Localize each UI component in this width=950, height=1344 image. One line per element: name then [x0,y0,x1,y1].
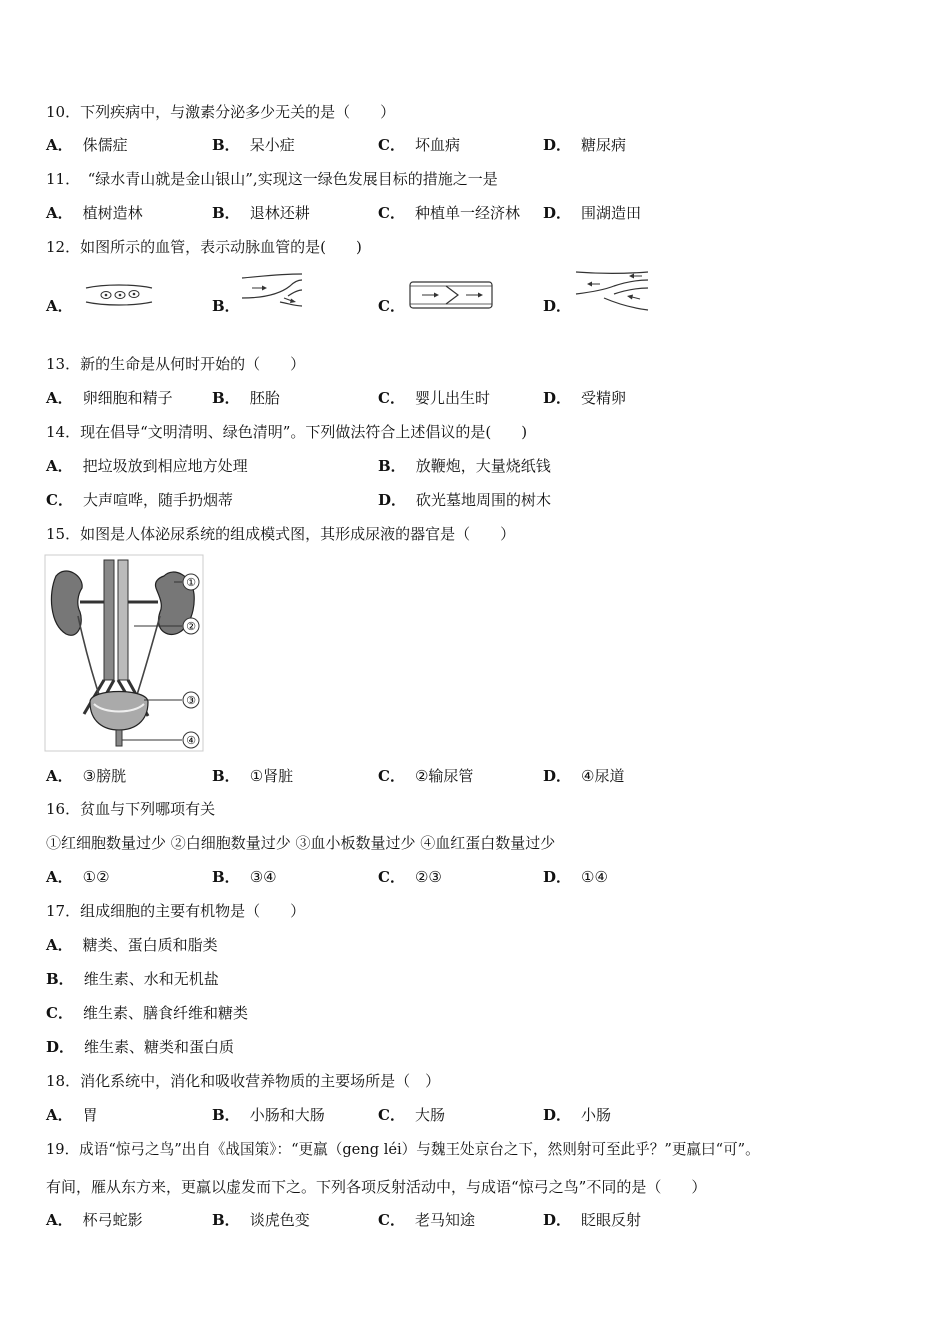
option-text: 胚胎 [249,389,280,407]
option-text: 呆小症 [249,136,295,154]
q11-option-a[interactable] [46,203,143,223]
option-label: C． [378,1106,405,1124]
q10-stem: 10．下列疾病中，与激素分泌多少无关的是（ ） [46,103,396,121]
q15-option-d[interactable] [543,766,624,786]
option-text: 大声喧哗，随手扔烟蒂 [82,491,233,509]
vein-valve-figure [408,280,494,310]
q10-option-c[interactable] [378,135,460,155]
option-label: C． [378,868,405,886]
q15-option-c[interactable] [378,766,473,786]
q14-option-a[interactable] [46,456,248,476]
q16-option-c[interactable] [378,867,442,887]
option-text: 婴儿出生时 [414,389,490,407]
option-text: ③膀胱 [82,767,127,785]
option-text: 围湖造田 [581,204,642,222]
q18-option-a[interactable] [46,1105,98,1125]
option-label: C． [46,491,73,509]
q17-option-d[interactable] [46,1037,234,1057]
q14-option-d[interactable] [378,490,551,510]
option-text: ①④ [581,868,608,886]
option-label: D． [543,868,572,886]
capillary-figure [84,280,154,310]
option-label: C． [378,204,405,222]
option-text: 受精卵 [581,389,627,407]
option-text: 维生素、糖类和蛋白质 [84,1038,235,1056]
option-label: B． [212,204,240,222]
q15-stem: 15．如图是人体泌尿系统的组成模式图，其形成尿液的器官是（ ） [46,525,516,543]
option-label: C． [46,1004,73,1022]
option-label: A． [46,457,73,475]
option-text: 把垃圾放到相应地方处理 [82,457,248,475]
option-text: ②③ [414,868,442,886]
q12-stem: 12．如图所示的血管，表示动脉血管的是( ) [46,238,362,256]
q15-option-a[interactable] [46,766,126,786]
option-text: 维生素、水和无机盐 [83,970,219,988]
q12-option-a[interactable] [46,296,83,316]
option-label: B． [378,457,406,475]
option-label: D． [543,767,572,785]
q16-option-a[interactable] [46,867,110,887]
q13-stem: 13．新的生命是从何时开始的（ ） [46,355,306,373]
q19-option-b[interactable] [212,1210,310,1230]
option-label: B． [212,868,240,886]
option-label: C． [378,136,405,154]
option-label: A． [46,389,73,407]
option-label: C． [378,297,405,315]
option-text: 糖类、蛋白质和脂类 [82,936,218,954]
option-text: 维生素、膳食纤维和糖类 [82,1004,248,1022]
option-label: D． [543,204,572,222]
q17-stem: 17．组成细胞的主要有机物是（ ） [46,902,306,920]
figure-label-1: ① [186,576,196,589]
q13-option-b[interactable] [212,388,280,408]
option-label: B． [212,1106,240,1124]
option-text: ②输尿管 [414,767,474,785]
q19-option-d[interactable] [543,1210,641,1230]
option-text: 杯弓蛇影 [82,1211,143,1229]
option-label: D． [543,389,572,407]
option-text: 植树造林 [82,204,143,222]
figure-label-2: ② [186,620,196,633]
option-label: B． [212,767,240,785]
q14-option-c[interactable] [46,490,233,510]
q17-option-a[interactable] [46,935,218,955]
option-label: B． [212,136,240,154]
option-label: A． [46,767,73,785]
option-text: 卵细胞和精子 [82,389,173,407]
q17-option-b[interactable] [46,969,219,989]
q11-option-c[interactable] [378,203,520,223]
figure-label-3: ③ [186,694,196,707]
option-label: B． [46,970,74,988]
option-label: D． [378,491,407,509]
q18-option-c[interactable] [378,1105,445,1125]
q14-option-b[interactable] [378,456,551,476]
q16-option-b[interactable] [212,867,277,887]
converging-vessel-figure [572,268,652,314]
q11-option-d[interactable] [543,203,641,223]
option-label: B． [212,1211,240,1229]
option-label: D． [543,136,572,154]
option-label: D． [543,1211,572,1229]
q17-option-c[interactable] [46,1003,248,1023]
q14-stem: 14．现在倡导“文明清明、绿色清明”。下列做法符合上述倡议的是( ) [46,423,528,441]
q13-option-d[interactable] [543,388,626,408]
option-text: 眨眼反射 [581,1211,642,1229]
q19-stem: 19．成语“惊弓之鸟”出自《战国策》：“更羸（geng léi）与魏王处京台之下，然则射可至此乎？”更羸曰“可”。 [46,1141,760,1158]
q11-stem: 11． “绿水青山就是金山银山”,实现这一绿色发展目标的措施之一是 [46,170,498,188]
q18-option-b[interactable] [212,1105,325,1125]
q10-option-b[interactable] [212,135,295,155]
option-label: A． [46,1106,73,1124]
option-text: ①② [82,868,110,886]
option-label: A． [46,868,73,886]
option-text: 小肠和大肠 [249,1106,325,1124]
option-text: 胃 [82,1106,98,1124]
q13-option-a[interactable] [46,388,173,408]
q11-option-b[interactable] [212,203,310,223]
option-label: D． [543,1106,572,1124]
q19-option-a[interactable] [46,1210,143,1230]
option-text: 种植单一经济林 [414,204,520,222]
q19-stem-continued: 有间，雁从东方来，更羸以虚发而下之。下列各项反射活动中，与成语“惊弓之鸟”不同的是（ ） [46,1178,707,1196]
q13-option-c[interactable] [378,388,490,408]
q16-option-d[interactable] [543,867,608,887]
urinary-system-figure [44,554,204,752]
option-text: 侏儒症 [82,136,128,154]
option-text: 砍光墓地周围的树木 [416,491,552,509]
option-text: 糖尿病 [581,136,627,154]
option-label: A． [46,1211,73,1229]
q16-stem: 16．贫血与下列哪项有关 [46,800,216,818]
q10-option-d[interactable] [543,135,626,155]
option-text: 退林还耕 [249,204,310,222]
option-text: ①肾脏 [249,767,294,785]
option-label: A． [46,936,73,954]
figure-label-4: ④ [186,734,196,747]
option-label: D． [543,297,572,315]
option-text: 大肠 [414,1106,445,1124]
option-label: C． [378,1211,405,1229]
option-label: B． [212,389,240,407]
option-text: ④尿道 [581,767,625,785]
option-text: 谈虎色变 [249,1211,310,1229]
option-label: A． [46,204,73,222]
option-text: 小肠 [581,1106,612,1124]
option-label: C． [378,767,405,785]
option-label: B． [212,297,240,315]
q10-option-a[interactable] [46,135,128,155]
q19-option-c[interactable] [378,1210,475,1230]
option-text: 坏血病 [414,136,460,154]
option-text: ③④ [249,868,277,886]
q18-option-d[interactable] [543,1105,611,1125]
option-label: C． [378,389,405,407]
option-label: A． [46,136,73,154]
branching-vessel-figure [240,272,306,312]
q15-option-b[interactable] [212,766,293,786]
q16-sub: ①红细胞数量过少 ②白细胞数量过少 ③血小板数量过少 ④血红蛋白数量过少 [46,834,556,852]
option-text: 老马知途 [414,1211,475,1229]
option-text: 放鞭炮，大量烧纸钱 [415,457,551,475]
option-label: A． [46,297,73,315]
option-label: D． [46,1038,75,1056]
q18-stem: 18．消化系统中，消化和吸收营养物质的主要场所是（ ） [46,1072,441,1090]
